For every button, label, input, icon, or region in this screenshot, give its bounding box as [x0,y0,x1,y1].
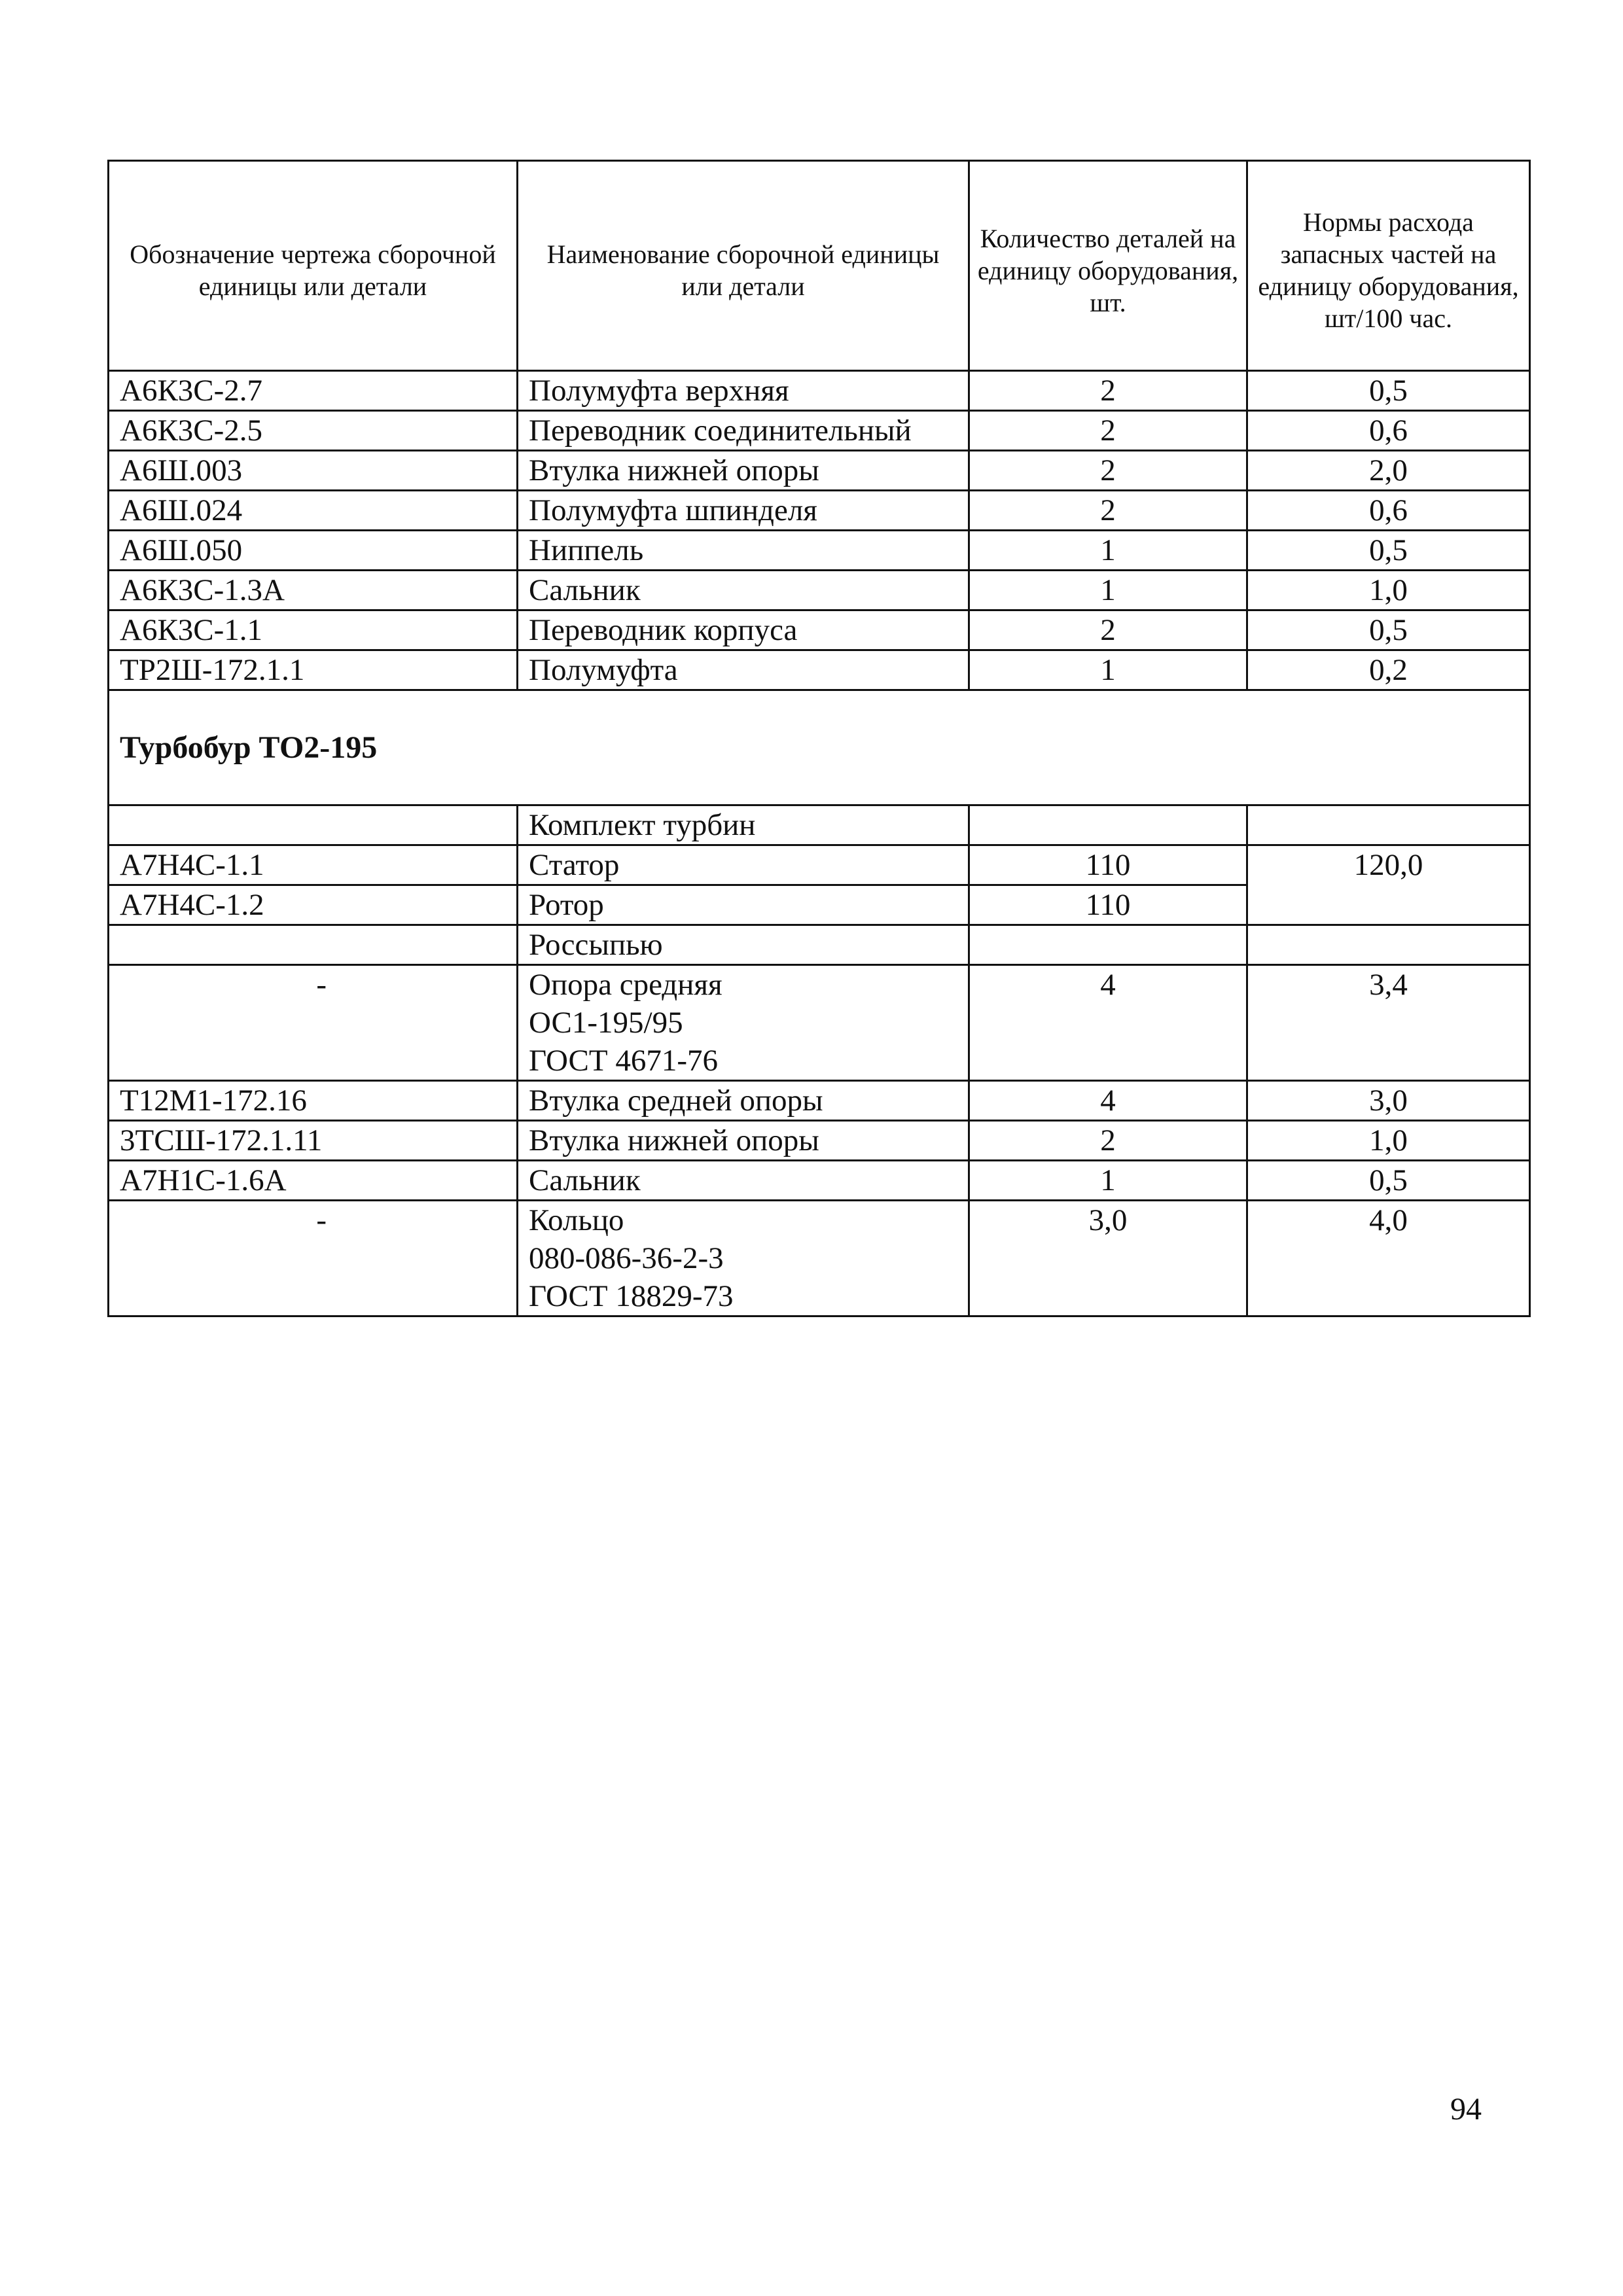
name-line: ГОСТ 4671-76 [529,1044,718,1078]
name-line: 080-086-36-2-3 [529,1241,724,1275]
cell-qty: 1 [969,1161,1247,1201]
cell-name: Переводник соединительный [518,411,969,451]
cell-code: А6Ш.024 [109,491,518,531]
table-row [109,411,1530,451]
cell-name: Полумуфта верхняя [518,371,969,411]
cell-norm: 4,0 [1247,1201,1530,1316]
cell-code: А6Ш.050 [109,531,518,571]
name-line: ОС1-195/95 [529,1006,683,1040]
cell-code: А6К3С-1.1 [109,610,518,650]
cell-name: Втулка средней опоры [518,1081,969,1121]
cell-qty: 4 [969,965,1247,1081]
cell-norm: 0,6 [1247,411,1530,451]
cell-name [518,1201,969,1316]
table-row [109,371,1530,411]
table-row [109,965,1530,1081]
cell-qty [969,925,1247,965]
loose-label: Россыпью [518,925,969,965]
cell-norm [1247,805,1530,845]
cell-name: Ротор [518,885,969,925]
cell-code: А6Ш.003 [109,451,518,491]
section-row [109,690,1530,805]
document-sheet [107,160,1529,1317]
table-row [109,650,1530,690]
cell-qty: 110 [969,845,1247,885]
cell-name: Ниппель [518,531,969,571]
table-header-row [109,161,1530,371]
header-part-name: Наименование сборочной единицы или детали [518,161,969,371]
cell-norm: 0,2 [1247,650,1530,690]
turbine-set-row [109,805,1530,845]
name-line: ГОСТ 18829-73 [529,1279,734,1313]
cell-code: 3ТСШ-172.1.11 [109,1121,518,1161]
cell-code: А7Н1С-1.6А [109,1161,518,1201]
cell-norm [1247,925,1530,965]
cell-code [109,925,518,965]
cell-norm: 0,5 [1247,1161,1530,1201]
name-line: Опора средняя [529,968,722,1002]
cell-name: Переводник корпуса [518,610,969,650]
turbine-set-title: Комплект турбин [518,805,969,845]
cell-qty: 3,0 [969,1201,1247,1316]
header-drawing-code: Обозначение чертежа сборочной единицы или детали [109,161,518,371]
cell-name: Сальник [518,571,969,610]
cell-qty: 4 [969,1081,1247,1121]
spare-parts-table [107,160,1531,1317]
cell-norm: 2,0 [1247,451,1530,491]
table-row [109,531,1530,571]
cell-norm: 0,5 [1247,531,1530,571]
name-line: Кольцо [529,1203,624,1237]
cell-code: - [109,1201,518,1316]
cell-norm: 0,6 [1247,491,1530,531]
table-row [109,1121,1530,1161]
cell-code [109,805,518,845]
table-row [109,610,1530,650]
cell-name: Сальник [518,1161,969,1201]
loose-row [109,925,1530,965]
cell-qty: 1 [969,571,1247,610]
cell-norm: 0,5 [1247,610,1530,650]
cell-code: А6К3С-2.7 [109,371,518,411]
header-consumption-norm: Нормы расхода запасных частей на единицу оборудования, шт/100 час. [1247,161,1530,371]
cell-name: Втулка нижней опоры [518,1121,969,1161]
cell-code: Т12М1-172.16 [109,1081,518,1121]
table-row [109,1161,1530,1201]
cell-code: ТР2Ш-172.1.1 [109,650,518,690]
table-row [109,1201,1530,1316]
cell-qty: 2 [969,451,1247,491]
cell-name: Втулка нижней опоры [518,451,969,491]
cell-norm: 3,4 [1247,965,1530,1081]
cell-name: Статор [518,845,969,885]
page-number: 94 [1450,2092,1482,2127]
cell-qty: 2 [969,411,1247,451]
turbine-set-norm: 120,0 [1247,845,1530,925]
cell-qty: 2 [969,1121,1247,1161]
cell-code: - [109,965,518,1081]
cell-name: Полумуфта [518,650,969,690]
cell-qty: 2 [969,610,1247,650]
table-row [109,571,1530,610]
cell-qty: 2 [969,371,1247,411]
cell-norm: 3,0 [1247,1081,1530,1121]
cell-qty [969,805,1247,845]
header-quantity: Количество деталей на единицу оборудования, шт. [969,161,1247,371]
table-row [109,451,1530,491]
cell-qty: 110 [969,885,1247,925]
cell-name: Полумуфта шпинделя [518,491,969,531]
cell-qty: 1 [969,650,1247,690]
cell-norm: 1,0 [1247,1121,1530,1161]
cell-norm: 0,5 [1247,371,1530,411]
cell-norm: 1,0 [1247,571,1530,610]
table-row [109,845,1530,885]
section-title: Турбобур ТО2-195 [109,690,1530,805]
cell-code: А6К3С-2.5 [109,411,518,451]
cell-name [518,965,969,1081]
table-row [109,1081,1530,1121]
cell-code: А7Н4С-1.1 [109,845,518,885]
table-row [109,491,1530,531]
cell-code: А6К3С-1.3А [109,571,518,610]
cell-qty: 2 [969,491,1247,531]
cell-qty: 1 [969,531,1247,571]
cell-code: А7Н4С-1.2 [109,885,518,925]
